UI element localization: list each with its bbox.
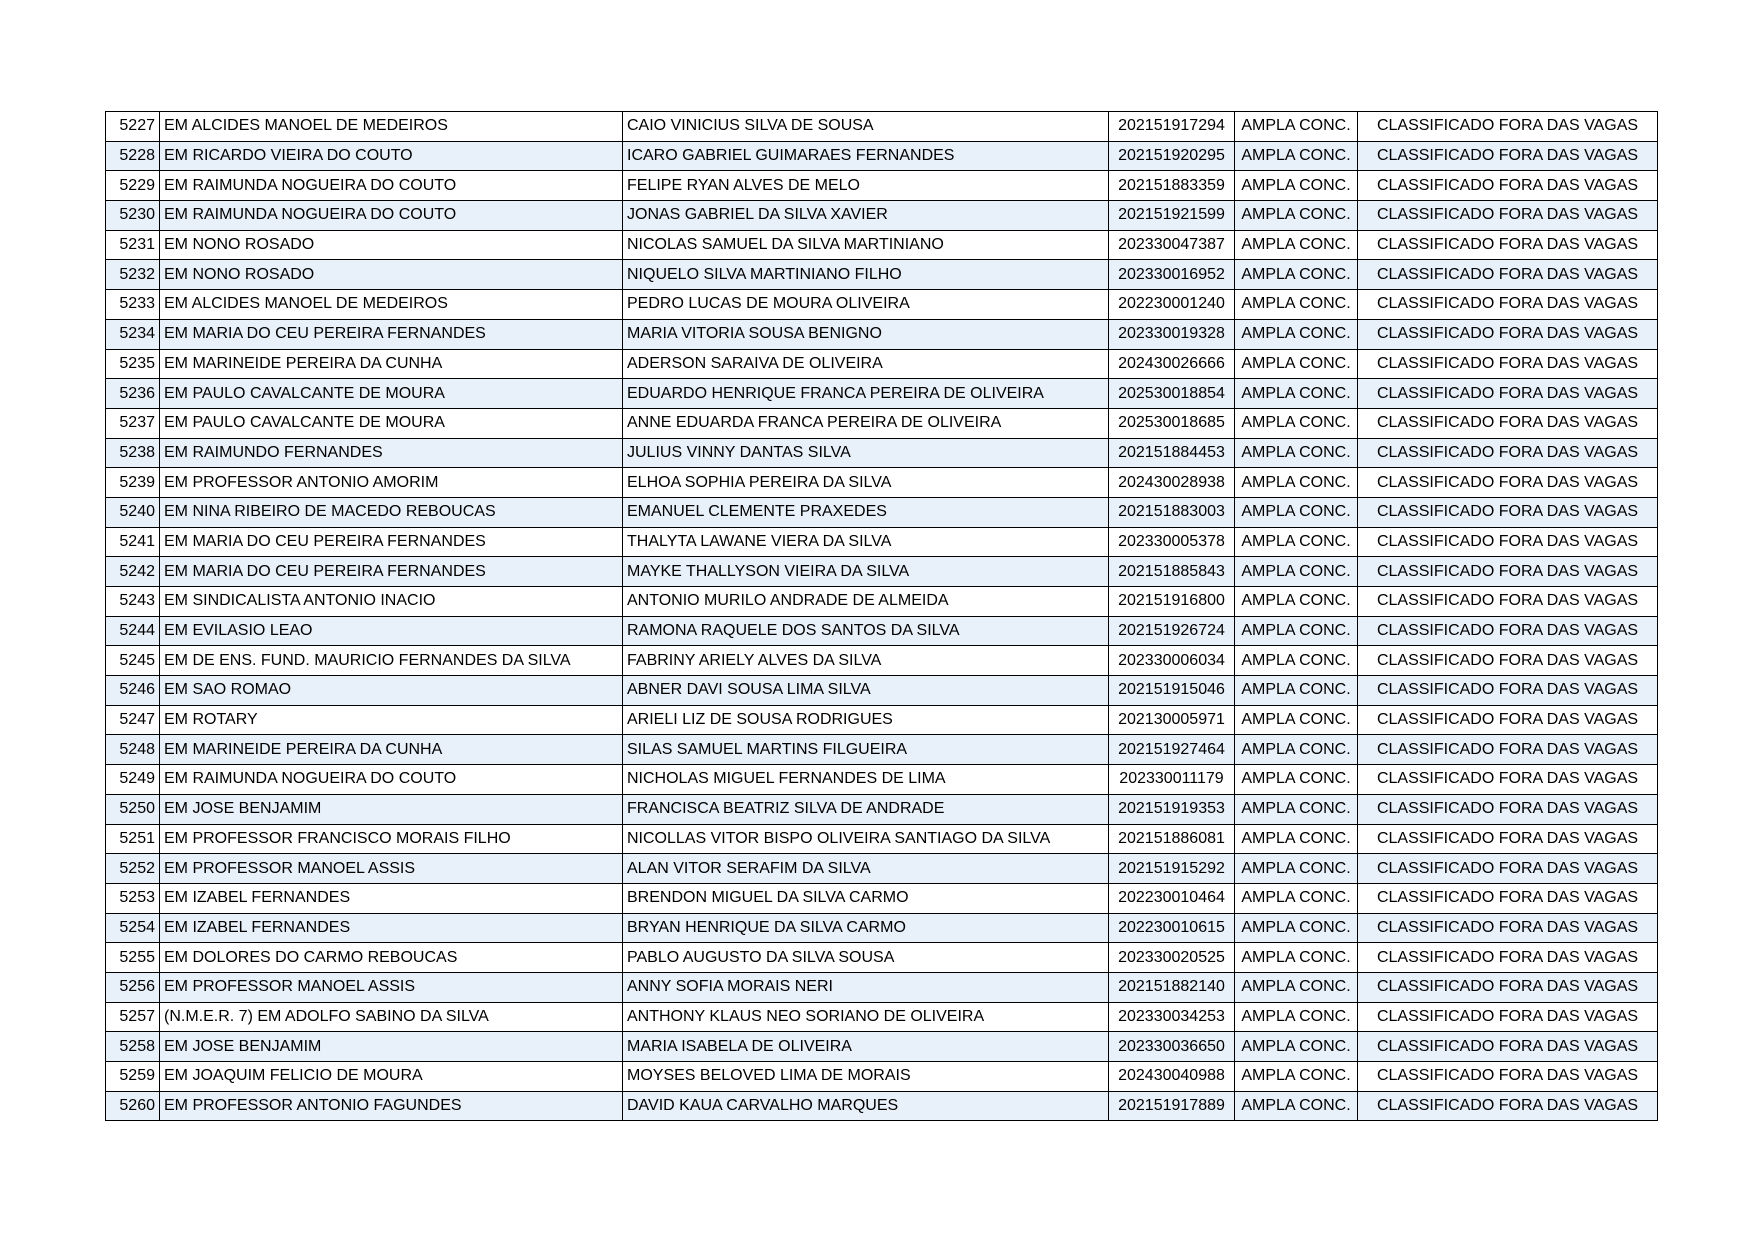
table-row bbox=[106, 112, 1658, 142]
registration-number: 202330034253 bbox=[1109, 1002, 1235, 1032]
row-number: 5240 bbox=[106, 497, 160, 527]
classification-status: CLASSIFICADO FORA DAS VAGAS bbox=[1358, 824, 1658, 854]
classification-status: CLASSIFICADO FORA DAS VAGAS bbox=[1358, 468, 1658, 498]
row-number: 5229 bbox=[106, 171, 160, 201]
row-number: 5256 bbox=[106, 972, 160, 1002]
quota-type: AMPLA CONC. bbox=[1235, 468, 1358, 498]
student-name: NICOLLAS VITOR BISPO OLIVEIRA SANTIAGO DA SILVA bbox=[623, 824, 1109, 854]
school-name: EM MARINEIDE PEREIRA DA CUNHA bbox=[160, 735, 623, 765]
school-name: EM JOSE BENJAMIM bbox=[160, 794, 623, 824]
row-number: 5257 bbox=[106, 1002, 160, 1032]
table-row bbox=[106, 290, 1658, 320]
registration-number: 202151915292 bbox=[1109, 854, 1235, 884]
quota-type: AMPLA CONC. bbox=[1235, 1032, 1358, 1062]
row-number: 5259 bbox=[106, 1062, 160, 1092]
row-number: 5234 bbox=[106, 319, 160, 349]
school-name: EM MARIA DO CEU PEREIRA FERNANDES bbox=[160, 319, 623, 349]
table-row bbox=[106, 1032, 1658, 1062]
student-name: SILAS SAMUEL MARTINS FILGUEIRA bbox=[623, 735, 1109, 765]
registration-number: 202330019328 bbox=[1109, 319, 1235, 349]
quota-type: AMPLA CONC. bbox=[1235, 112, 1358, 142]
row-number: 5260 bbox=[106, 1091, 160, 1121]
classification-status: CLASSIFICADO FORA DAS VAGAS bbox=[1358, 438, 1658, 468]
student-name: ALAN VITOR SERAFIM DA SILVA bbox=[623, 854, 1109, 884]
row-number: 5231 bbox=[106, 230, 160, 260]
registration-number: 202151919353 bbox=[1109, 794, 1235, 824]
row-number: 5227 bbox=[106, 112, 160, 142]
registration-number: 202151917889 bbox=[1109, 1091, 1235, 1121]
quota-type: AMPLA CONC. bbox=[1235, 260, 1358, 290]
classification-status: CLASSIFICADO FORA DAS VAGAS bbox=[1358, 765, 1658, 795]
classification-status: CLASSIFICADO FORA DAS VAGAS bbox=[1358, 854, 1658, 884]
classification-status: CLASSIFICADO FORA DAS VAGAS bbox=[1358, 408, 1658, 438]
registration-number: 202430026666 bbox=[1109, 349, 1235, 379]
registration-number: 202151915046 bbox=[1109, 676, 1235, 706]
registration-number: 202151885843 bbox=[1109, 557, 1235, 587]
student-name: FRANCISCA BEATRIZ SILVA DE ANDRADE bbox=[623, 794, 1109, 824]
quota-type: AMPLA CONC. bbox=[1235, 1091, 1358, 1121]
classification-status: CLASSIFICADO FORA DAS VAGAS bbox=[1358, 913, 1658, 943]
classification-status: CLASSIFICADO FORA DAS VAGAS bbox=[1358, 112, 1658, 142]
classification-status: CLASSIFICADO FORA DAS VAGAS bbox=[1358, 616, 1658, 646]
registration-number: 202130005971 bbox=[1109, 705, 1235, 735]
student-name: FELIPE RYAN ALVES DE MELO bbox=[623, 171, 1109, 201]
registration-number: 202151884453 bbox=[1109, 438, 1235, 468]
table-row bbox=[106, 497, 1658, 527]
student-name: ANNE EDUARDA FRANCA PEREIRA DE OLIVEIRA bbox=[623, 408, 1109, 438]
school-name: EM EVILASIO LEAO bbox=[160, 616, 623, 646]
registration-number: 202151920295 bbox=[1109, 141, 1235, 171]
table-row bbox=[106, 676, 1658, 706]
classification-status: CLASSIFICADO FORA DAS VAGAS bbox=[1358, 972, 1658, 1002]
row-number: 5233 bbox=[106, 290, 160, 320]
quota-type: AMPLA CONC. bbox=[1235, 824, 1358, 854]
classification-status: CLASSIFICADO FORA DAS VAGAS bbox=[1358, 646, 1658, 676]
student-name: BRYAN HENRIQUE DA SILVA CARMO bbox=[623, 913, 1109, 943]
table-row bbox=[106, 913, 1658, 943]
quota-type: AMPLA CONC. bbox=[1235, 230, 1358, 260]
quota-type: AMPLA CONC. bbox=[1235, 497, 1358, 527]
student-name: PEDRO LUCAS DE MOURA OLIVEIRA bbox=[623, 290, 1109, 320]
quota-type: AMPLA CONC. bbox=[1235, 587, 1358, 617]
row-number: 5237 bbox=[106, 408, 160, 438]
table-row bbox=[106, 260, 1658, 290]
table-row bbox=[106, 587, 1658, 617]
table-row bbox=[106, 379, 1658, 409]
quota-type: AMPLA CONC. bbox=[1235, 616, 1358, 646]
table-row bbox=[106, 527, 1658, 557]
table-row bbox=[106, 319, 1658, 349]
table-row bbox=[106, 1091, 1658, 1121]
school-name: EM RAIMUNDA NOGUEIRA DO COUTO bbox=[160, 765, 623, 795]
school-name: EM MARINEIDE PEREIRA DA CUNHA bbox=[160, 349, 623, 379]
school-name: EM PROFESSOR ANTONIO AMORIM bbox=[160, 468, 623, 498]
classification-status: CLASSIFICADO FORA DAS VAGAS bbox=[1358, 1062, 1658, 1092]
row-number: 5245 bbox=[106, 646, 160, 676]
table-row bbox=[106, 972, 1658, 1002]
quota-type: AMPLA CONC. bbox=[1235, 913, 1358, 943]
row-number: 5255 bbox=[106, 943, 160, 973]
quota-type: AMPLA CONC. bbox=[1235, 854, 1358, 884]
student-name: NICHOLAS MIGUEL FERNANDES DE LIMA bbox=[623, 765, 1109, 795]
row-number: 5235 bbox=[106, 349, 160, 379]
student-name: ABNER DAVI SOUSA LIMA SILVA bbox=[623, 676, 1109, 706]
quota-type: AMPLA CONC. bbox=[1235, 408, 1358, 438]
classification-status: CLASSIFICADO FORA DAS VAGAS bbox=[1358, 1002, 1658, 1032]
registration-number: 202151921599 bbox=[1109, 201, 1235, 231]
registration-number: 202430040988 bbox=[1109, 1062, 1235, 1092]
row-number: 5244 bbox=[106, 616, 160, 646]
school-name: EM RAIMUNDA NOGUEIRA DO COUTO bbox=[160, 201, 623, 231]
registration-number: 202330016952 bbox=[1109, 260, 1235, 290]
table-row bbox=[106, 735, 1658, 765]
table-row bbox=[106, 141, 1658, 171]
classification-status: CLASSIFICADO FORA DAS VAGAS bbox=[1358, 705, 1658, 735]
classification-status: CLASSIFICADO FORA DAS VAGAS bbox=[1358, 379, 1658, 409]
school-name: EM IZABEL FERNANDES bbox=[160, 883, 623, 913]
student-name: MAYKE THALLYSON VIEIRA DA SILVA bbox=[623, 557, 1109, 587]
row-number: 5253 bbox=[106, 883, 160, 913]
school-name: EM NINA RIBEIRO DE MACEDO REBOUCAS bbox=[160, 497, 623, 527]
registration-number: 202330005378 bbox=[1109, 527, 1235, 557]
quota-type: AMPLA CONC. bbox=[1235, 883, 1358, 913]
table-row bbox=[106, 1002, 1658, 1032]
quota-type: AMPLA CONC. bbox=[1235, 676, 1358, 706]
registration-number: 202151882140 bbox=[1109, 972, 1235, 1002]
classification-status: CLASSIFICADO FORA DAS VAGAS bbox=[1358, 527, 1658, 557]
student-name: ELHOA SOPHIA PEREIRA DA SILVA bbox=[623, 468, 1109, 498]
results-table bbox=[105, 111, 1658, 1121]
table-row bbox=[106, 230, 1658, 260]
registration-number: 202330036650 bbox=[1109, 1032, 1235, 1062]
row-number: 5236 bbox=[106, 379, 160, 409]
classification-status: CLASSIFICADO FORA DAS VAGAS bbox=[1358, 171, 1658, 201]
quota-type: AMPLA CONC. bbox=[1235, 1062, 1358, 1092]
registration-number: 202151916800 bbox=[1109, 587, 1235, 617]
quota-type: AMPLA CONC. bbox=[1235, 527, 1358, 557]
row-number: 5249 bbox=[106, 765, 160, 795]
classification-status: CLASSIFICADO FORA DAS VAGAS bbox=[1358, 319, 1658, 349]
row-number: 5242 bbox=[106, 557, 160, 587]
student-name: MARIA ISABELA DE OLIVEIRA bbox=[623, 1032, 1109, 1062]
student-name: NICOLAS SAMUEL DA SILVA MARTINIANO bbox=[623, 230, 1109, 260]
student-name: DAVID KAUA CARVALHO MARQUES bbox=[623, 1091, 1109, 1121]
quota-type: AMPLA CONC. bbox=[1235, 557, 1358, 587]
table-row bbox=[106, 171, 1658, 201]
school-name: EM PROFESSOR ANTONIO FAGUNDES bbox=[160, 1091, 623, 1121]
registration-number: 202330047387 bbox=[1109, 230, 1235, 260]
quota-type: AMPLA CONC. bbox=[1235, 646, 1358, 676]
row-number: 5250 bbox=[106, 794, 160, 824]
table-row bbox=[106, 943, 1658, 973]
classification-status: CLASSIFICADO FORA DAS VAGAS bbox=[1358, 676, 1658, 706]
registration-number: 202530018854 bbox=[1109, 379, 1235, 409]
student-name: MARIA VITORIA SOUSA BENIGNO bbox=[623, 319, 1109, 349]
school-name: EM RICARDO VIEIRA DO COUTO bbox=[160, 141, 623, 171]
quota-type: AMPLA CONC. bbox=[1235, 141, 1358, 171]
row-number: 5247 bbox=[106, 705, 160, 735]
student-name: THALYTA LAWANE VIERA DA SILVA bbox=[623, 527, 1109, 557]
registration-number: 202230010464 bbox=[1109, 883, 1235, 913]
student-name: MOYSES BELOVED LIMA DE MORAIS bbox=[623, 1062, 1109, 1092]
classification-status: CLASSIFICADO FORA DAS VAGAS bbox=[1358, 141, 1658, 171]
table-row bbox=[106, 468, 1658, 498]
school-name: (N.M.E.R. 7) EM ADOLFO SABINO DA SILVA bbox=[160, 1002, 623, 1032]
quota-type: AMPLA CONC. bbox=[1235, 1002, 1358, 1032]
row-number: 5241 bbox=[106, 527, 160, 557]
quota-type: AMPLA CONC. bbox=[1235, 705, 1358, 735]
registration-number: 202530018685 bbox=[1109, 408, 1235, 438]
registration-number: 202430028938 bbox=[1109, 468, 1235, 498]
row-number: 5230 bbox=[106, 201, 160, 231]
quota-type: AMPLA CONC. bbox=[1235, 943, 1358, 973]
school-name: EM RAIMUNDA NOGUEIRA DO COUTO bbox=[160, 171, 623, 201]
school-name: EM SINDICALISTA ANTONIO INACIO bbox=[160, 587, 623, 617]
table-row bbox=[106, 765, 1658, 795]
table-row bbox=[106, 1062, 1658, 1092]
registration-number: 202151927464 bbox=[1109, 735, 1235, 765]
school-name: EM PROFESSOR FRANCISCO MORAIS FILHO bbox=[160, 824, 623, 854]
student-name: JULIUS VINNY DANTAS SILVA bbox=[623, 438, 1109, 468]
school-name: EM PAULO CAVALCANTE DE MOURA bbox=[160, 408, 623, 438]
registration-number: 202230010615 bbox=[1109, 913, 1235, 943]
student-name: ADERSON SARAIVA DE OLIVEIRA bbox=[623, 349, 1109, 379]
table-row bbox=[106, 408, 1658, 438]
school-name: EM DE ENS. FUND. MAURICIO FERNANDES DA SILVA bbox=[160, 646, 623, 676]
row-number: 5258 bbox=[106, 1032, 160, 1062]
classification-status: CLASSIFICADO FORA DAS VAGAS bbox=[1358, 1091, 1658, 1121]
row-number: 5243 bbox=[106, 587, 160, 617]
classification-status: CLASSIFICADO FORA DAS VAGAS bbox=[1358, 735, 1658, 765]
school-name: EM PAULO CAVALCANTE DE MOURA bbox=[160, 379, 623, 409]
classification-status: CLASSIFICADO FORA DAS VAGAS bbox=[1358, 943, 1658, 973]
quota-type: AMPLA CONC. bbox=[1235, 765, 1358, 795]
student-name: ANNY SOFIA MORAIS NERI bbox=[623, 972, 1109, 1002]
registration-number: 202151886081 bbox=[1109, 824, 1235, 854]
quota-type: AMPLA CONC. bbox=[1235, 735, 1358, 765]
quota-type: AMPLA CONC. bbox=[1235, 201, 1358, 231]
student-name: FABRINY ARIELY ALVES DA SILVA bbox=[623, 646, 1109, 676]
student-name: BRENDON MIGUEL DA SILVA CARMO bbox=[623, 883, 1109, 913]
quota-type: AMPLA CONC. bbox=[1235, 290, 1358, 320]
student-name: EDUARDO HENRIQUE FRANCA PEREIRA DE OLIVEIRA bbox=[623, 379, 1109, 409]
student-name: ANTHONY KLAUS NEO SORIANO DE OLIVEIRA bbox=[623, 1002, 1109, 1032]
table-row bbox=[106, 616, 1658, 646]
classification-status: CLASSIFICADO FORA DAS VAGAS bbox=[1358, 557, 1658, 587]
school-name: EM MARIA DO CEU PEREIRA FERNANDES bbox=[160, 527, 623, 557]
table-row bbox=[106, 646, 1658, 676]
quota-type: AMPLA CONC. bbox=[1235, 794, 1358, 824]
classification-status: CLASSIFICADO FORA DAS VAGAS bbox=[1358, 290, 1658, 320]
school-name: EM SAO ROMAO bbox=[160, 676, 623, 706]
school-name: EM RAIMUNDO FERNANDES bbox=[160, 438, 623, 468]
classification-status: CLASSIFICADO FORA DAS VAGAS bbox=[1358, 260, 1658, 290]
row-number: 5254 bbox=[106, 913, 160, 943]
registration-number: 202151917294 bbox=[1109, 112, 1235, 142]
student-name: EMANUEL CLEMENTE PRAXEDES bbox=[623, 497, 1109, 527]
registration-number: 202230001240 bbox=[1109, 290, 1235, 320]
table-row bbox=[106, 705, 1658, 735]
classification-status: CLASSIFICADO FORA DAS VAGAS bbox=[1358, 497, 1658, 527]
registration-number: 202151926724 bbox=[1109, 616, 1235, 646]
school-name: EM ROTARY bbox=[160, 705, 623, 735]
classification-status: CLASSIFICADO FORA DAS VAGAS bbox=[1358, 230, 1658, 260]
classification-status: CLASSIFICADO FORA DAS VAGAS bbox=[1358, 883, 1658, 913]
table-row bbox=[106, 883, 1658, 913]
registration-number: 202330006034 bbox=[1109, 646, 1235, 676]
table-row bbox=[106, 824, 1658, 854]
student-name: ARIELI LIZ DE SOUSA RODRIGUES bbox=[623, 705, 1109, 735]
row-number: 5232 bbox=[106, 260, 160, 290]
school-name: EM JOAQUIM FELICIO DE MOURA bbox=[160, 1062, 623, 1092]
row-number: 5246 bbox=[106, 676, 160, 706]
school-name: EM IZABEL FERNANDES bbox=[160, 913, 623, 943]
school-name: EM NONO ROSADO bbox=[160, 230, 623, 260]
classification-status: CLASSIFICADO FORA DAS VAGAS bbox=[1358, 201, 1658, 231]
registration-number: 202151883003 bbox=[1109, 497, 1235, 527]
quota-type: AMPLA CONC. bbox=[1235, 972, 1358, 1002]
registration-number: 202151883359 bbox=[1109, 171, 1235, 201]
table-row bbox=[106, 794, 1658, 824]
school-name: EM NONO ROSADO bbox=[160, 260, 623, 290]
table-row bbox=[106, 438, 1658, 468]
table-row bbox=[106, 557, 1658, 587]
student-name: RAMONA RAQUELE DOS SANTOS DA SILVA bbox=[623, 616, 1109, 646]
student-name: ICARO GABRIEL GUIMARAES FERNANDES bbox=[623, 141, 1109, 171]
quota-type: AMPLA CONC. bbox=[1235, 438, 1358, 468]
row-number: 5252 bbox=[106, 854, 160, 884]
student-name: CAIO VINICIUS SILVA DE SOUSA bbox=[623, 112, 1109, 142]
table-row bbox=[106, 349, 1658, 379]
school-name: EM DOLORES DO CARMO REBOUCAS bbox=[160, 943, 623, 973]
registration-number: 202330020525 bbox=[1109, 943, 1235, 973]
quota-type: AMPLA CONC. bbox=[1235, 379, 1358, 409]
student-name: NIQUELO SILVA MARTINIANO FILHO bbox=[623, 260, 1109, 290]
classification-status: CLASSIFICADO FORA DAS VAGAS bbox=[1358, 349, 1658, 379]
quota-type: AMPLA CONC. bbox=[1235, 171, 1358, 201]
results-table-body bbox=[106, 112, 1658, 1121]
row-number: 5251 bbox=[106, 824, 160, 854]
student-name: JONAS GABRIEL DA SILVA XAVIER bbox=[623, 201, 1109, 231]
row-number: 5239 bbox=[106, 468, 160, 498]
registration-number: 202330011179 bbox=[1109, 765, 1235, 795]
school-name: EM PROFESSOR MANOEL ASSIS bbox=[160, 854, 623, 884]
student-name: ANTONIO MURILO ANDRADE DE ALMEIDA bbox=[623, 587, 1109, 617]
school-name: EM MARIA DO CEU PEREIRA FERNANDES bbox=[160, 557, 623, 587]
row-number: 5248 bbox=[106, 735, 160, 765]
table-row bbox=[106, 201, 1658, 231]
school-name: EM ALCIDES MANOEL DE MEDEIROS bbox=[160, 290, 623, 320]
quota-type: AMPLA CONC. bbox=[1235, 319, 1358, 349]
school-name: EM ALCIDES MANOEL DE MEDEIROS bbox=[160, 112, 623, 142]
row-number: 5228 bbox=[106, 141, 160, 171]
row-number: 5238 bbox=[106, 438, 160, 468]
quota-type: AMPLA CONC. bbox=[1235, 349, 1358, 379]
school-name: EM PROFESSOR MANOEL ASSIS bbox=[160, 972, 623, 1002]
classification-status: CLASSIFICADO FORA DAS VAGAS bbox=[1358, 1032, 1658, 1062]
table-row bbox=[106, 854, 1658, 884]
student-name: PABLO AUGUSTO DA SILVA SOUSA bbox=[623, 943, 1109, 973]
school-name: EM JOSE BENJAMIM bbox=[160, 1032, 623, 1062]
classification-status: CLASSIFICADO FORA DAS VAGAS bbox=[1358, 587, 1658, 617]
classification-status: CLASSIFICADO FORA DAS VAGAS bbox=[1358, 794, 1658, 824]
